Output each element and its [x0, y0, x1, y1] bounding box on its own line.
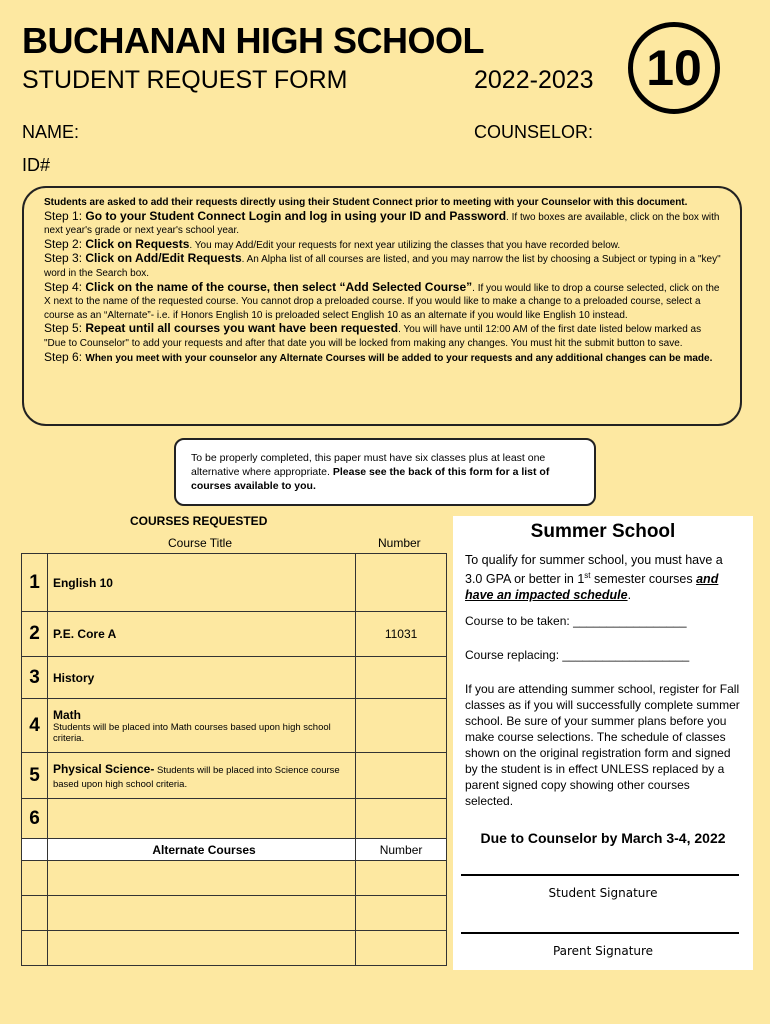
step-2: Step 2: Click on Requests. You may Add/Edit your requests for next year utilizing the classes that you have recorded below. — [44, 236, 621, 251]
course-row-number: 5 — [22, 753, 48, 799]
course-title-cell[interactable]: History — [47, 657, 355, 699]
course-row — [22, 753, 447, 799]
instructions-box — [22, 186, 742, 426]
school-title: BUCHANAN HIGH SCHOOL — [22, 20, 484, 61]
alternate-number-heading: Number — [356, 839, 447, 861]
grade-badge: 10 — [628, 22, 720, 114]
name-field-label: NAME: — [22, 122, 80, 142]
parent-signature-label: Parent Signature — [552, 944, 654, 958]
alternate-course-title-cell[interactable] — [47, 896, 355, 931]
completion-note: To be properly completed, this paper must have six classes plus at least one alternative where appropriate. Please see the back of this form for a list of courses available to you. — [174, 438, 596, 506]
course-number-cell[interactable] — [356, 753, 447, 799]
course-number-cell[interactable] — [356, 554, 447, 612]
course-number-cell[interactable]: 11031 — [356, 612, 447, 657]
course-title-cell[interactable] — [47, 799, 355, 839]
course-row-number: 6 — [22, 799, 48, 839]
alternate-course-row — [22, 861, 447, 896]
student-signature-line[interactable] — [461, 874, 739, 876]
alternate-course-number-cell[interactable] — [356, 896, 447, 931]
summer-school-panel — [453, 516, 753, 822]
course-row-number: 2 — [22, 612, 48, 657]
parent-signature-line[interactable] — [461, 932, 739, 934]
step-1: Step 1: Go to your Student Connect Login and log in using your ID and Password. If two boxes are available, click on the box with next year's grade or next year's school year. — [44, 208, 720, 237]
alternate-course-row — [22, 896, 447, 931]
instructions-lead: Students are asked to add their requests directly using their Student Connect prior to meeting with your Counselor with this document. — [44, 197, 688, 208]
course-row — [22, 799, 447, 839]
course-note: Students will be placed into Science course based upon high school criteria. — [52, 764, 340, 790]
number-column-header: Number — [378, 536, 421, 550]
alternate-course-row — [22, 931, 447, 966]
summer-school-title: Summer School — [530, 521, 676, 542]
alternate-course-title-cell[interactable] — [47, 931, 355, 966]
course-number-cell[interactable] — [356, 699, 447, 753]
course-number-cell[interactable] — [356, 799, 447, 839]
step-6: Step 6: When you meet with your counselor any Alternate Courses will be added to your requests and any additional changes can be made. — [44, 349, 713, 364]
course-row — [22, 699, 447, 753]
alternate-courses-header-row — [22, 839, 447, 861]
step-3: Step 3: Click on Add/Edit Requests. An Alpha list of all courses are listed, and you may narrow the list by choosing a Subject or typing in a "key" word in the Search box. — [44, 251, 721, 279]
id-field-label: ID# — [22, 155, 51, 175]
course-title-cell[interactable]: Physical Science- Students will be placed into Science course based upon high school criteria. — [47, 753, 355, 799]
alternate-course-title-cell[interactable] — [47, 861, 355, 896]
course-title-cell[interactable]: English 10 — [47, 554, 355, 612]
course-row-number: 3 — [22, 657, 48, 699]
form-title: STUDENT REQUEST FORM — [22, 66, 348, 94]
course-row — [22, 612, 447, 657]
student-signature-label: Student Signature — [548, 886, 658, 900]
course-row-number: 1 — [22, 554, 48, 612]
course-to-be-taken-field[interactable]: Course to be taken: _________________ — [465, 614, 687, 629]
course-title-cell[interactable]: Math Students will be placed into Math courses based upon high school criteria. — [47, 699, 355, 753]
step-5: Step 5: Repeat until all courses you want have been requested. You will have until 12:00 AM of the first date listed below marked as "Due to Counselor" to add your requests and after that date you will be locked from making any changes. You must hit the submit button to save. — [44, 321, 702, 349]
course-row — [22, 657, 447, 699]
alternate-courses-heading: Alternate Courses — [47, 839, 355, 861]
courses-requested-heading: COURSES REQUESTED — [130, 514, 268, 528]
course-title-column-header: Course Title — [168, 536, 233, 550]
course-replacing-field[interactable]: Course replacing: ___________________ — [465, 648, 690, 663]
course-number-cell[interactable] — [356, 657, 447, 699]
counselor-field-label: COUNSELOR: — [474, 122, 594, 142]
alternate-course-number-cell[interactable] — [356, 931, 447, 966]
course-title-cell[interactable]: P.E. Core A — [47, 612, 355, 657]
summer-qualify-text: To qualify for summer school, you must have a 3.0 GPA or better in 1st semester courses and have an impacted schedule. — [465, 553, 723, 603]
alternate-course-number-cell[interactable] — [356, 861, 447, 896]
course-row-number: 4 — [22, 699, 48, 753]
school-year: 2022-2023 — [474, 66, 594, 94]
due-date: Due to Counselor by March 3-4, 2022 — [480, 830, 726, 846]
course-row — [22, 554, 447, 612]
course-note: Students will be placed into Math courses based upon high school criteria. — [52, 721, 331, 744]
summer-registration-note: If you are attending summer school, register for Fall classes as if you will successfully complete summer school. Be sure of your summer plans before you make course selections. The schedule of classes shown on the original registration form and signed by the student is in effect UNLESS replaced by a parent signed copy showing other courses selected. — [465, 682, 740, 809]
courses-table — [21, 553, 447, 966]
signature-panel — [453, 822, 753, 970]
step-4: Step 4: Click on the name of the course, then select “Add Selected Course”. If you would like to drop a course selected, click on the X next to the name of the requested course. You cannot drop a preloaded course. If you would like to make a change to a preloaded course, select a course as an “Alternate”- i.e. if Honors English 10 is preloaded select English 10 as an alternate if you would like English 10 instead. — [44, 279, 720, 321]
